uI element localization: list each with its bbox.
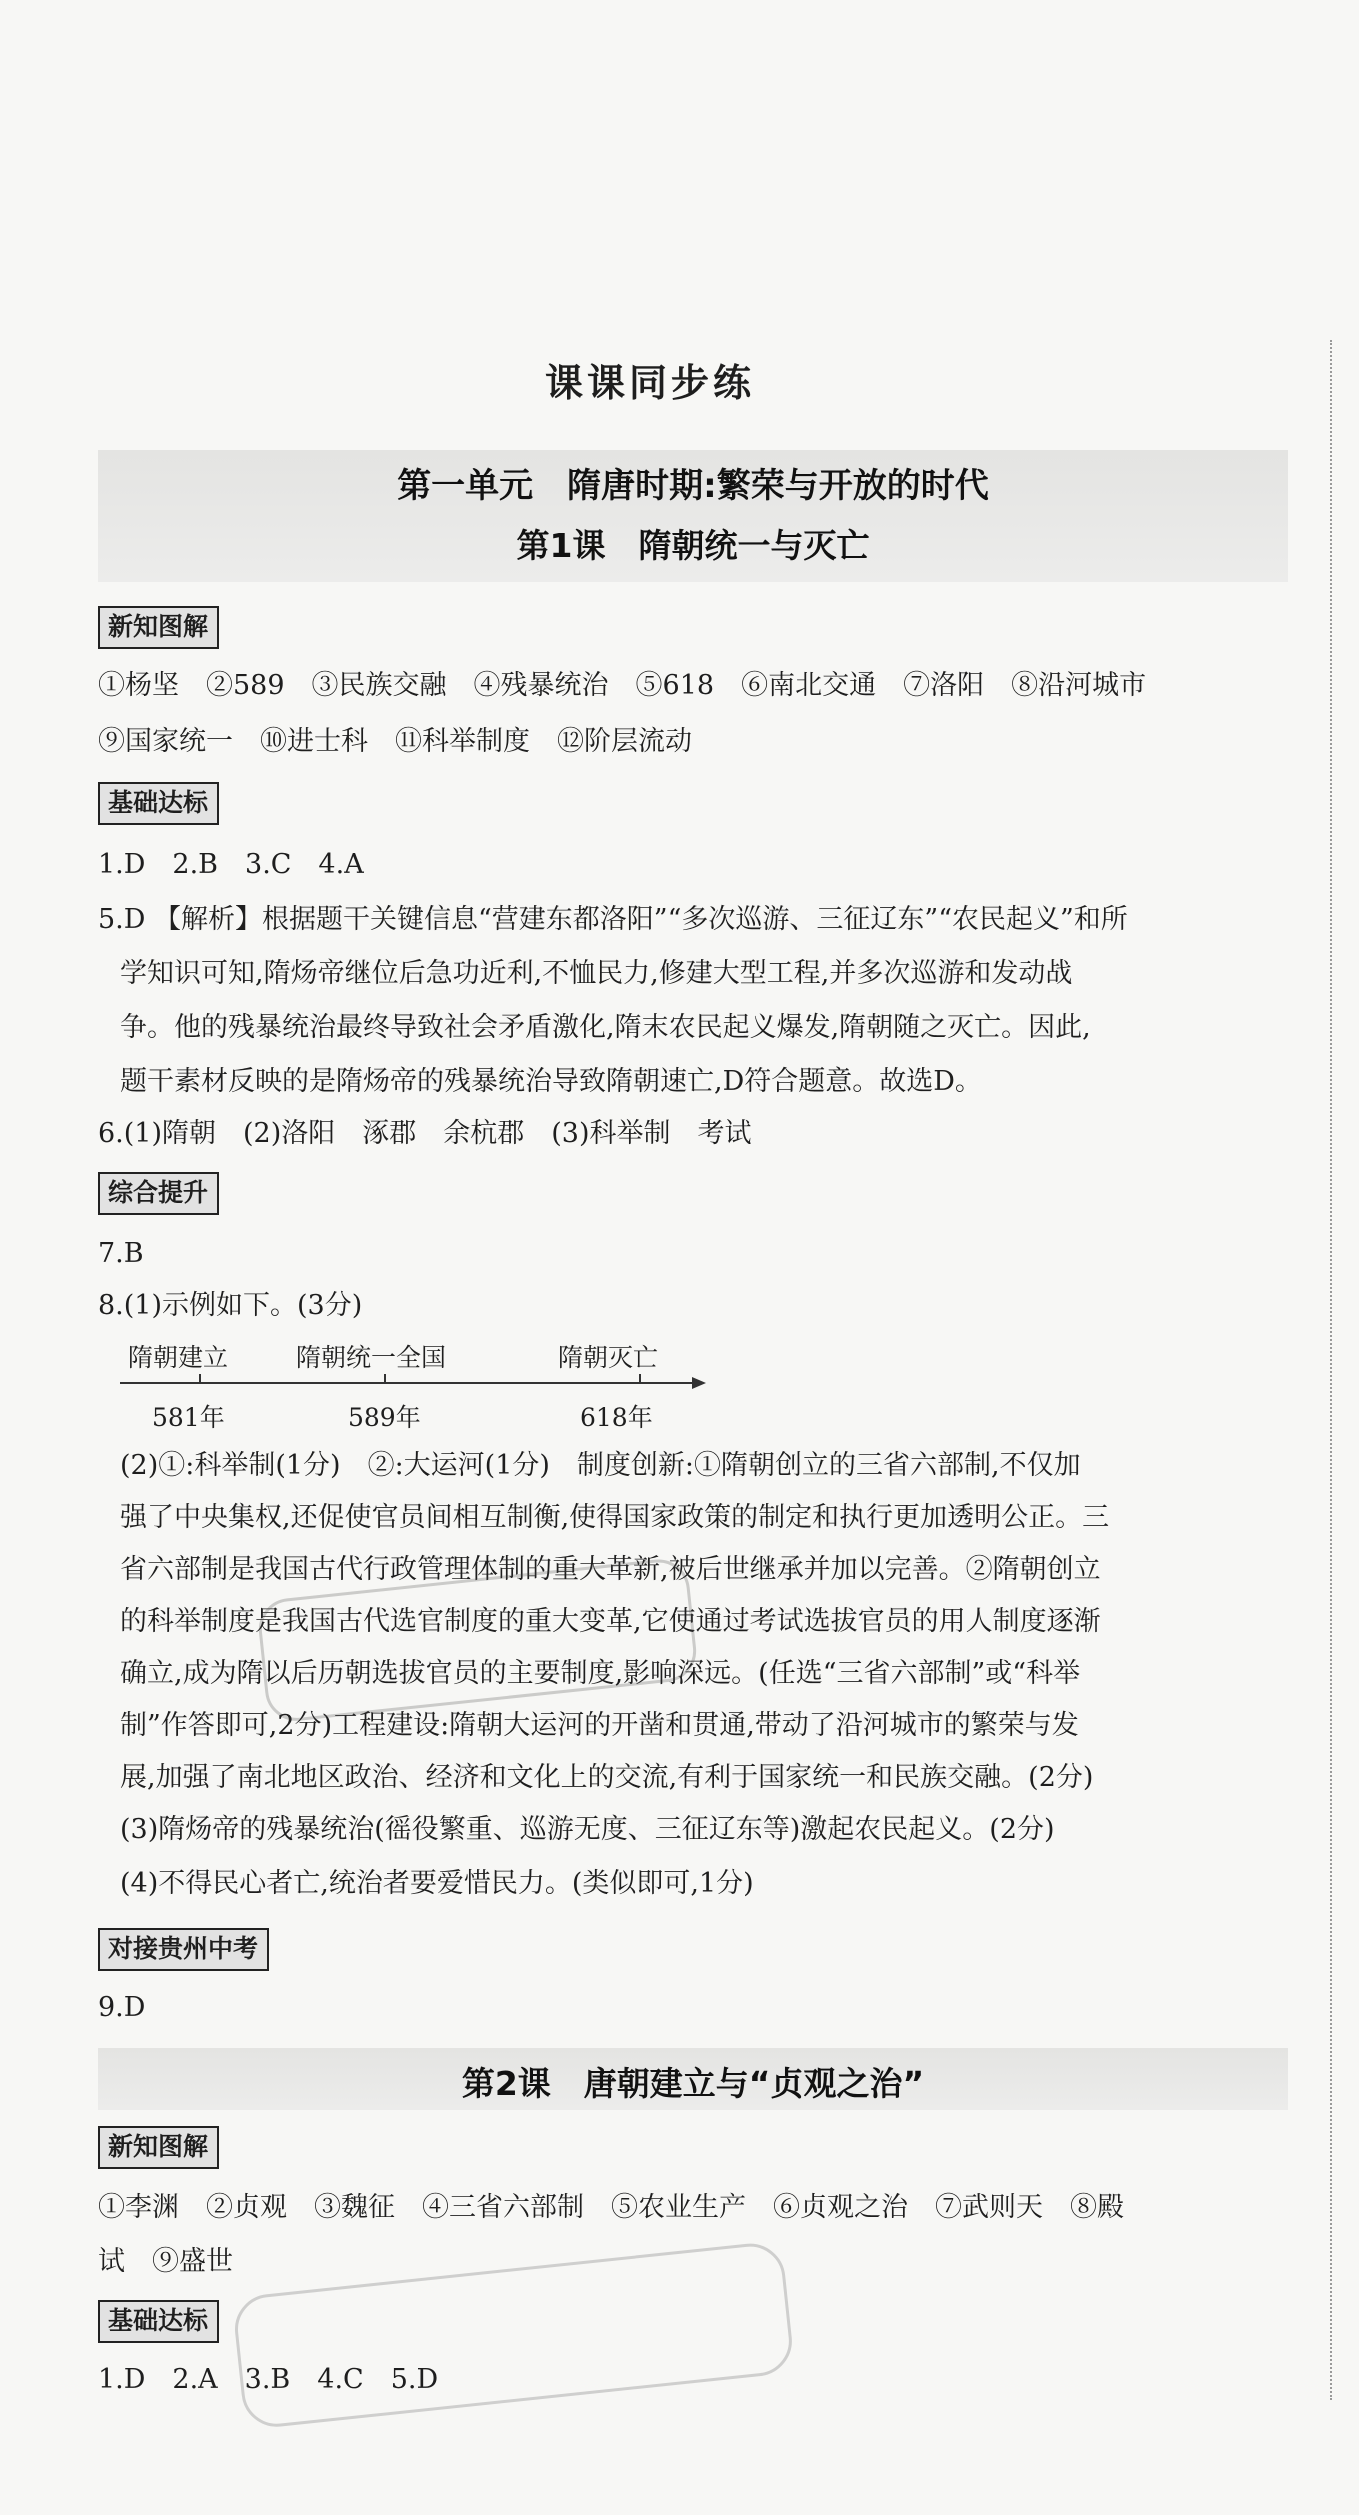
answer-line: 确立,成为隋以后历朝选拔官员的主要制度,影响深远。(任选“三省六部制”或“科举 bbox=[120, 1658, 1081, 1689]
unit-title: 第一单元 隋唐时期:繁荣与开放的时代 bbox=[397, 466, 989, 506]
timeline-year: 618年 bbox=[580, 1403, 653, 1432]
answer-line: 6.(1)隋朝 (2)洛阳 涿郡 余杭郡 (3)科举制 考试 bbox=[98, 1118, 752, 1149]
section-tag-basic: 基础达标 bbox=[98, 782, 219, 825]
section-tag-new-knowledge: 新知图解 bbox=[98, 2126, 219, 2169]
section-tag-new-knowledge: 新知图解 bbox=[98, 606, 219, 649]
section-tag-comprehensive: 综合提升 bbox=[98, 1172, 219, 1215]
answer-line: 7.B bbox=[98, 1238, 144, 1269]
unit-header-band bbox=[98, 450, 1288, 582]
binding-dotted-line bbox=[1330, 340, 1332, 2400]
answer-line: 5.D 【解析】根据题干关键信息“营建东都洛阳”“多次巡游、三征辽东”“农民起义”和所 bbox=[98, 904, 1128, 935]
answer-line: 9.D bbox=[98, 1992, 146, 2023]
answer-line: ①李渊 ②贞观 ③魏征 ④三省六部制 ⑤农业生产 ⑥贞观之治 ⑦武则天 ⑧殿 bbox=[98, 2192, 1124, 2223]
section-tag-basic: 基础达标 bbox=[98, 2300, 219, 2343]
answer-line: (4)不得民心者亡,统治者要爱惜民力。(类似即可,1分) bbox=[120, 1868, 754, 1899]
page-title: 课课同步练 bbox=[544, 361, 755, 405]
answer-line: ⑨国家统一 ⑩进士科 ⑪科举制度 ⑫阶层流动 bbox=[98, 726, 692, 757]
answer-line: 1.D 2.A 3.B 4.C 5.D bbox=[98, 2364, 439, 2395]
answer-line: 学知识可知,隋炀帝继位后急功近利,不恤民力,修建大型工程,并多次巡游和发动战 bbox=[120, 958, 1073, 989]
answer-line: 8.(1)示例如下。(3分) bbox=[98, 1290, 363, 1321]
answer-line: ①杨坚 ②589 ③民族交融 ④残暴统治 ⑤618 ⑥南北交通 ⑦洛阳 ⑧沿河城市 bbox=[98, 670, 1147, 701]
answer-line: (3)隋炀帝的残暴统治(徭役繁重、巡游无度、三征辽东等)激起农民起义。(2分) bbox=[120, 1814, 1055, 1845]
answer-line: (2)①:科举制(1分) ②:大运河(1分) 制度创新:①隋朝创立的三省六部制,不仅加 bbox=[120, 1450, 1081, 1481]
timeline-label: 隋朝灭亡 bbox=[558, 1343, 659, 1372]
timeline-label: 隋朝建立 bbox=[128, 1343, 229, 1372]
timeline-year: 581年 bbox=[152, 1403, 225, 1432]
answer-line: 省六部制是我国古代行政管理体制的重大革新,被后世继承并加以完善。②隋朝创立 bbox=[120, 1554, 1101, 1585]
answer-line: 题干素材反映的是隋炀帝的残暴统治导致隋朝速亡,D符合题意。故选D。 bbox=[120, 1066, 982, 1097]
answer-line: 展,加强了南北地区政治、经济和文化上的交流,有利于国家统一和民族交融。(2分) bbox=[120, 1762, 1094, 1793]
timeline-axis bbox=[110, 1368, 710, 1398]
timeline-label: 隋朝统一全国 bbox=[296, 1343, 447, 1372]
answer-line: 争。他的残暴统治最终导致社会矛盾激化,隋末农民起义爆发,隋朝随之灭亡。因此, bbox=[120, 1012, 1091, 1043]
answer-line: 1.D 2.B 3.C 4.A bbox=[98, 849, 364, 880]
lesson1-title: 第1课 隋朝统一与灭亡 bbox=[516, 526, 870, 565]
answer-line: 试 ⑨盛世 bbox=[98, 2246, 233, 2277]
lesson2-title: 第2课 唐朝建立与“贞观之治” bbox=[461, 2064, 925, 2103]
timeline-year: 589年 bbox=[348, 1403, 421, 1432]
section-tag-exam: 对接贵州中考 bbox=[98, 1928, 269, 1971]
answer-line: 的科举制度是我国古代选官制度的重大变革,它使通过考试选拔官员的用人制度逐渐 bbox=[120, 1606, 1101, 1637]
answer-line: 制”作答即可,2分)工程建设:隋朝大运河的开凿和贯通,带动了沿河城市的繁荣与发 bbox=[120, 1710, 1079, 1741]
lesson2-header-band bbox=[98, 2048, 1288, 2110]
answer-line: 强了中央集权,还促使官员间相互制衡,使得国家政策的制定和执行更加透明公正。三 bbox=[120, 1502, 1110, 1533]
